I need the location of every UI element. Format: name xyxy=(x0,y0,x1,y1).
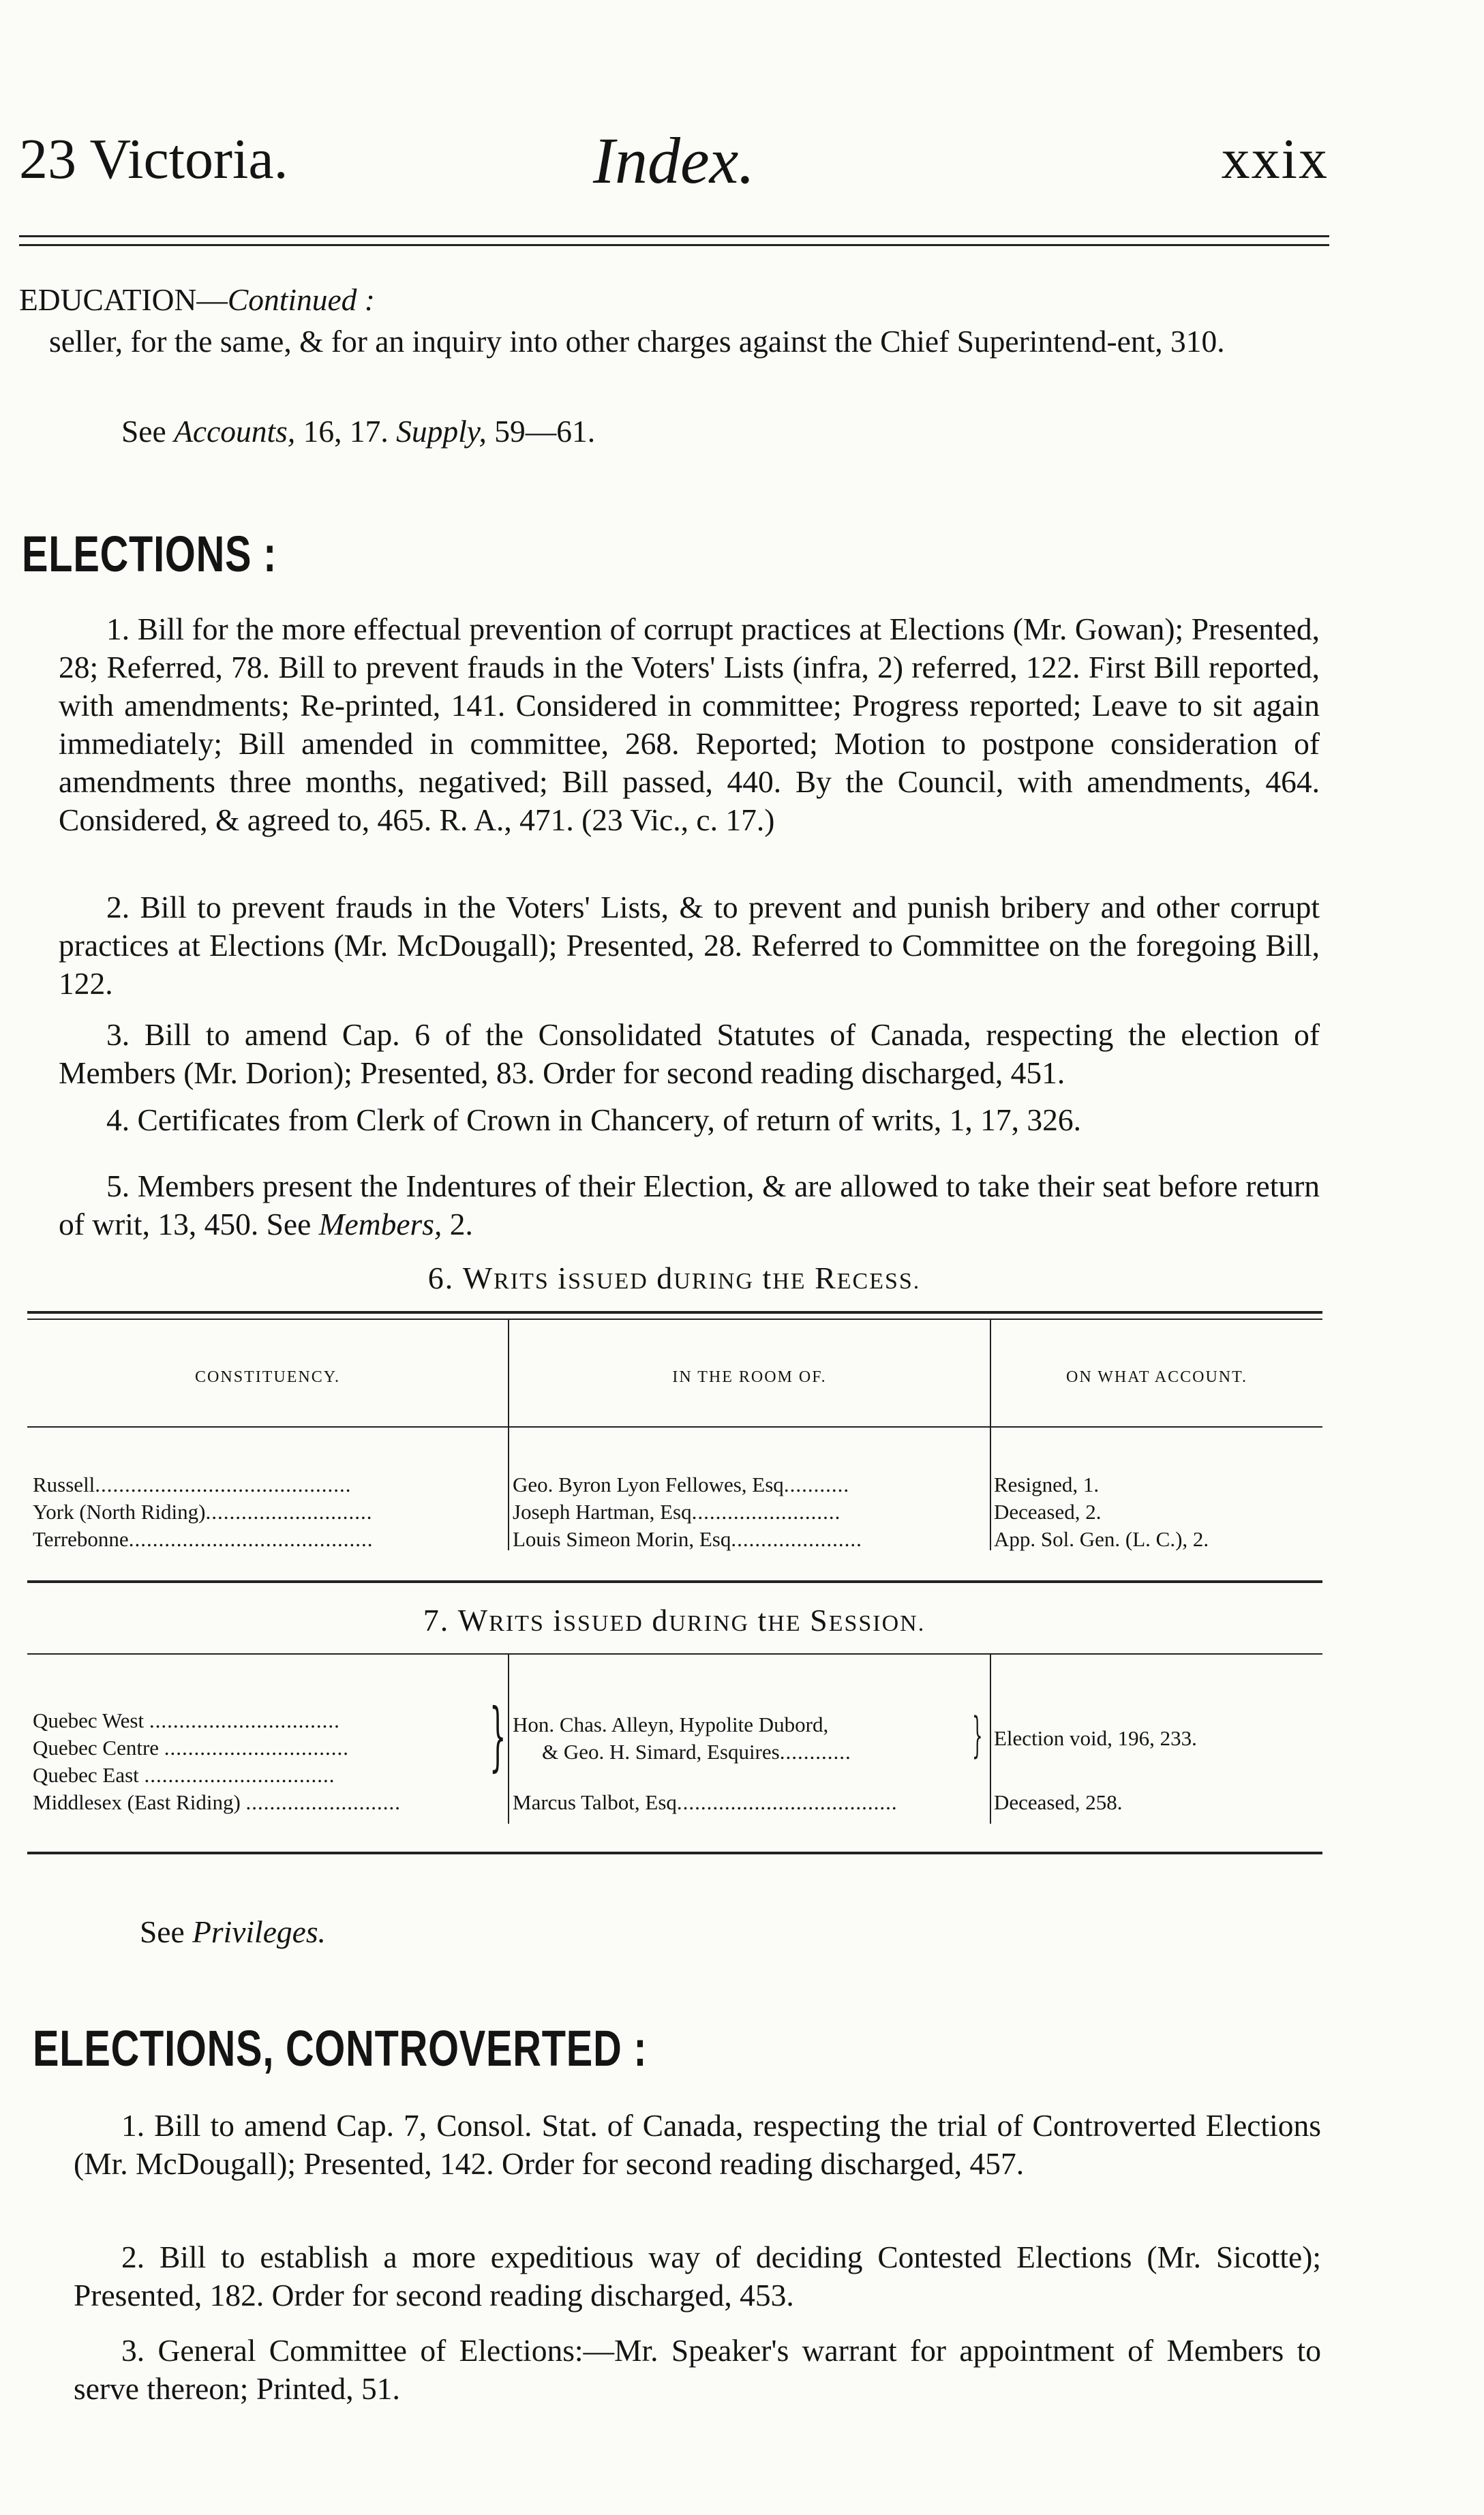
right-brace: } xyxy=(972,1707,983,1763)
controverted-item-2: 2. Bill to establish a more expeditious way of deciding Contested Elections (Mr. Sicotte); Presented, 182. Order for second reading discharged, 453. xyxy=(74,2240,1321,2313)
recess-row-2-constituency: York (North Riding)............................ xyxy=(33,1500,373,1524)
elections-item-1: 1. Bill for the more effectual prevention of corrupt practices at Elections (Mr. Gowan); Presented, 28; Referred, 78. Bill to prevent frauds in the Voters' Lists (infra, 2) referred, 122. First Bill reported, with amendments; Re-printed, 141. Considered in committee; Progress reported; Leave to sit again immediately; Bill amended in committee, 268. Reported; Motion to postpone consideration of amendments three months, negatived; Bill passed, 440. By the Council, with amendments, 464. Considered, & agreed to, 465. R. A., 471. (23 Vic., c. 17.) xyxy=(59,612,1320,837)
see-privileges xyxy=(140,1913,685,1951)
session-row-quebec-west: Quebec West ................................ xyxy=(33,1708,340,1732)
controverted-heading: ELECTIONS, CONTROVERTED : xyxy=(33,2020,648,2077)
session-row-quebec-centre: Quebec Centre ............................... xyxy=(33,1736,350,1760)
see-members-link[interactable]: Members, xyxy=(318,1207,442,1241)
see-members-ref: 2. xyxy=(442,1207,473,1241)
elections-heading: ELECTIONS : xyxy=(22,526,277,582)
recess-row-2-room-of: Joseph Hartman, Esq......................... xyxy=(513,1500,841,1524)
header-rule-bottom xyxy=(19,244,1329,246)
education-see xyxy=(121,412,1280,451)
table-rule xyxy=(27,1852,1322,1854)
controverted-item-1: 1. Bill to amend Cap. 7, Consol. Stat. of Canada, respecting the trial of Controverted Elections (Mr. McDougall); Presented, 142. Order for second reading discharged, 457. xyxy=(74,2108,1321,2181)
controverted-item-3: 3. General Committee of Elections:—Mr. Speaker's warrant for appointment of Members to serve thereon; Printed, 51. xyxy=(74,2333,1321,2406)
recess-caption: 6. WRITS iSSUED dURING tHE RECESS. xyxy=(427,1261,921,1295)
education-heading-continued: Continued : xyxy=(227,282,375,317)
col-header-constituency: CONSTITUENCY. xyxy=(195,1368,340,1386)
header-page-number: xxix xyxy=(1221,127,1329,191)
header-rule-top xyxy=(19,235,1329,237)
col-header-account: ON WHAT ACCOUNT. xyxy=(1065,1368,1247,1386)
session-row-middlesex: Middlesex (East Riding) .......................... xyxy=(33,1790,402,1814)
see-label: See xyxy=(121,414,175,449)
session-group-room-of-line-1: Hon. Chas. Alleyn, Hypolite Dubord, xyxy=(513,1713,829,1736)
table-rule xyxy=(27,1311,1322,1314)
education-text: seller, for the same, & for an inquiry into other charges against the Chief Superintend-ent, 310. xyxy=(49,324,1225,359)
recess-row-2-account: Deceased, 2. xyxy=(994,1500,1102,1524)
session-row-middlesex-room-of: Marcus Talbot, Esq..................................... xyxy=(513,1790,898,1814)
education-heading xyxy=(19,281,1314,319)
session-row-quebec-east: Quebec East ................................ xyxy=(33,1763,335,1787)
column-divider xyxy=(990,1319,991,1550)
table-rule xyxy=(27,1653,1322,1655)
see-label: See xyxy=(140,1914,193,1949)
session-row-middlesex-account: Deceased, 258. xyxy=(994,1790,1123,1814)
header-title: Index. xyxy=(593,124,755,197)
right-brace: } xyxy=(489,1692,506,1779)
recess-row-1-constituency: Russell........................................... xyxy=(33,1473,352,1496)
see-accounts-link[interactable]: Accounts, xyxy=(174,414,296,449)
col-header-room-of: IN THE ROOM OF. xyxy=(672,1368,827,1386)
see-supply-refs: 59—61. xyxy=(486,414,596,449)
column-divider xyxy=(508,1653,509,1824)
table-rule xyxy=(27,1319,1322,1320)
session-group-account: Election void, 196, 233. xyxy=(994,1726,1197,1750)
table-rule xyxy=(27,1426,1322,1428)
header-volume: 23 Victoria. xyxy=(19,127,288,191)
column-divider xyxy=(990,1653,991,1824)
see-privileges-link[interactable]: Privileges. xyxy=(192,1914,326,1949)
column-divider xyxy=(508,1319,509,1550)
recess-row-1-account: Resigned, 1. xyxy=(994,1473,1100,1496)
elections-item-5-text: 5. Members present the Indentures of their Election, & are allowed to take their seat before return of writ, 13, 450. See xyxy=(59,1169,1320,1241)
recess-row-3-constituency: Terrebonne......................................... xyxy=(33,1527,374,1551)
session-group-room-of-line-2: & Geo. H. Simard, Esquires............ xyxy=(542,1740,851,1764)
elections-item-5 xyxy=(59,1167,1320,1244)
recess-row-1-room-of: Geo. Byron Lyon Fellowes, Esq........... xyxy=(513,1473,850,1496)
see-supply-link[interactable]: Supply, xyxy=(396,414,487,449)
recess-row-3-account: App. Sol. Gen. (L. C.), 2. xyxy=(994,1527,1209,1551)
recess-row-3-room-of: Louis Simeon Morin, Esq...................... xyxy=(513,1527,862,1551)
education-heading-prefix: EDUCATION— xyxy=(19,282,228,317)
table-rule xyxy=(27,1580,1322,1583)
elections-item-3: 3. Bill to amend Cap. 6 of the Consolidated Statutes of Canada, respecting the election of Members (Mr. Dorion); Presented, 83. Order for second reading discharged, 451. xyxy=(59,1017,1320,1090)
elections-item-4: 4. Certificates from Clerk of Crown in Chancery, of return of writs, 1, 17, 326. xyxy=(106,1102,1081,1137)
see-accounts-refs: 16, 17. xyxy=(295,414,397,449)
elections-item-2: 2. Bill to prevent frauds in the Voters' Lists, & to prevent and punish bribery and other corrupt practices at Elections (Mr. McDougall); Presented, 28. Referred to Committee on the foregoing Bill, 122. xyxy=(59,890,1320,1001)
session-caption: 7. WRITS iSSUED dURING tHE SESSION. xyxy=(423,1603,926,1638)
